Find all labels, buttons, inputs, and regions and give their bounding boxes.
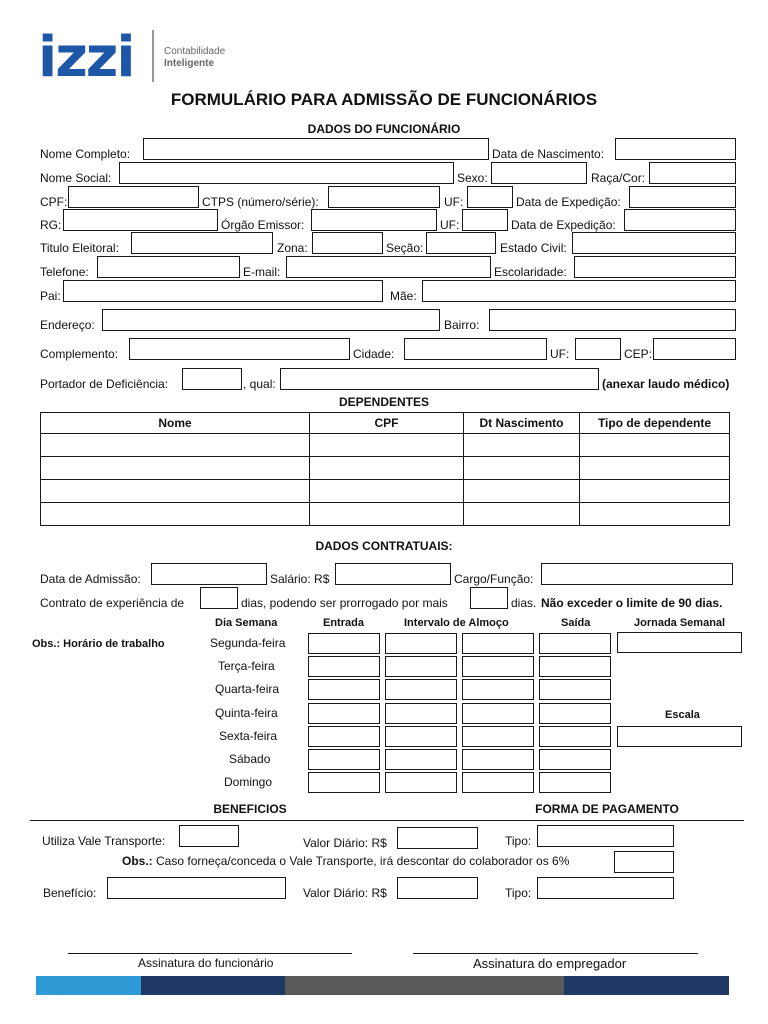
input-complemento[interactable] [129, 338, 350, 360]
schedule-almoco-fim-input[interactable] [462, 726, 534, 747]
schedule-almoco-inicio-input[interactable] [385, 749, 457, 770]
input-sexo[interactable] [491, 162, 587, 184]
header-jornada-semanal: Jornada Semanal [634, 617, 726, 629]
input-secao[interactable] [426, 232, 496, 254]
label-orgao-emissor: Órgão Emissor: [221, 218, 305, 232]
header-dia-semana: Dia Semana [215, 617, 278, 629]
input-telefone[interactable] [97, 256, 240, 278]
input-data-admissao[interactable] [151, 563, 267, 585]
input-valor-diario-vt[interactable] [397, 827, 478, 849]
label-prorrogacao: dias, podendo ser prorrogado por mais [241, 596, 448, 610]
section-benefits: BENEFICIOS [213, 802, 287, 816]
schedule-almoco-inicio-input[interactable] [385, 679, 457, 700]
label-email: E-mail: [243, 265, 281, 279]
label-estado-civil: Estado Civil: [500, 241, 567, 255]
section-employee: DADOS DO FUNCIONÁRIO [307, 122, 461, 136]
label-limite-90: Não exceder o limite de 90 dias. [541, 596, 723, 610]
schedule-almoco-inicio-input[interactable] [385, 656, 457, 677]
input-estado-civil[interactable] [572, 232, 736, 254]
label-obs-horario: Obs.: Horário de trabalho [32, 638, 165, 650]
logo-tagline-line1: Contabilidade [164, 46, 226, 57]
input-salario[interactable] [335, 563, 451, 585]
obs-label: Obs.: [122, 854, 153, 868]
input-dias-experiencia[interactable] [200, 587, 238, 609]
label-data-expedicao-rg: Data de Expedição: [511, 218, 616, 232]
input-beneficio[interactable] [107, 877, 286, 899]
schedule-almoco-fim-input[interactable] [462, 703, 534, 724]
schedule-almoco-inicio-input[interactable] [385, 726, 457, 747]
logo-tagline [164, 46, 225, 70]
label-uf-endereco: UF: [550, 347, 570, 361]
label-cidade: Cidade: [353, 347, 395, 361]
input-bairro[interactable] [489, 309, 736, 331]
cell-tipo[interactable] [580, 503, 730, 526]
footer-bar-light [36, 976, 141, 995]
schedule-almoco-fim-input[interactable] [462, 772, 534, 793]
input-uf-rg[interactable] [462, 209, 508, 231]
cell-nome[interactable] [41, 457, 310, 480]
schedule-saida-input[interactable] [539, 656, 611, 677]
input-valor-diario-beneficio[interactable] [397, 877, 478, 899]
label-portador-deficiencia: Portador de Deficiência: [40, 377, 169, 391]
form-title: FORMULÁRIO PARA ADMISSÃO DE FUNCIONÁRIOS [170, 90, 598, 109]
schedule-saida-input[interactable] [539, 703, 611, 724]
label-qual: , qual: [243, 377, 276, 391]
label-contrato-experiencia: Contrato de experiência de [40, 596, 185, 610]
schedule-almoco-fim-input[interactable] [462, 656, 534, 677]
header-entrada: Entrada [323, 617, 364, 629]
table-row [41, 480, 730, 503]
schedule-entrada-input[interactable] [308, 703, 380, 724]
label-bairro: Bairro: [444, 318, 480, 332]
input-qual[interactable] [280, 368, 599, 390]
dependents-header-row [41, 413, 730, 434]
footer-bar-gray [285, 976, 564, 995]
input-cargo-funcao[interactable] [541, 563, 733, 585]
logo-tagline-line2: Inteligente [164, 58, 215, 69]
label-data-nascimento: Data de Nascimento: [492, 147, 605, 161]
input-jornada-semanal[interactable] [617, 632, 742, 653]
label-assinatura-empregador: Assinatura do empregador [473, 956, 627, 971]
input-cpf[interactable] [68, 186, 199, 208]
schedule-entrada-input[interactable] [308, 772, 380, 793]
input-data-expedicao-ctps[interactable] [629, 186, 736, 208]
input-cep[interactable] [653, 338, 736, 360]
label-cep: CEP: [624, 347, 653, 361]
table-row [41, 503, 730, 526]
schedule-saida-input[interactable] [539, 749, 611, 770]
logo-divider [152, 30, 154, 82]
input-raca-cor[interactable] [649, 162, 736, 184]
schedule-almoco-fim-input[interactable] [462, 749, 534, 770]
input-uf-ctps[interactable] [467, 186, 513, 208]
section-payment: FORMA DE PAGAMENTO [535, 802, 679, 816]
obs-vale-transporte [122, 854, 569, 868]
label-anexar-laudo: (anexar laudo médico) [602, 377, 730, 391]
cell-cpf[interactable] [310, 503, 464, 526]
label-secao: Seção: [386, 241, 424, 255]
signature-line-funcionario [68, 953, 352, 954]
label-escala: Escala [665, 709, 700, 721]
input-nome-social[interactable] [119, 162, 454, 184]
schedule-almoco-inicio-input[interactable] [385, 633, 457, 654]
input-endereco[interactable] [102, 309, 440, 331]
schedule-almoco-inicio-input[interactable] [385, 772, 457, 793]
schedule-saida-input[interactable] [539, 633, 611, 654]
schedule-entrada-input[interactable] [308, 633, 380, 654]
day-label: Sábado [229, 752, 271, 766]
input-ctps[interactable] [328, 186, 440, 208]
label-dias: dias. [511, 596, 537, 610]
cell-tipo[interactable] [580, 434, 730, 457]
schedule-saida-input[interactable] [539, 772, 611, 793]
input-dias-prorrogacao[interactable] [470, 587, 508, 609]
input-uf-endereco[interactable] [575, 338, 621, 360]
input-data-nascimento[interactable] [615, 138, 736, 160]
col-tipo-dependente: Tipo de dependente [580, 413, 730, 434]
cell-dt-nascimento[interactable] [464, 503, 580, 526]
cell-dt-nascimento[interactable] [464, 434, 580, 457]
schedule-almoco-fim-input[interactable] [462, 633, 534, 654]
label-mae: Mãe: [390, 289, 417, 303]
header-intervalo-almoco: Intervalo de Almoço [404, 617, 509, 629]
input-nome-completo[interactable] [143, 138, 489, 160]
label-beneficio: Benefício: [43, 886, 97, 900]
label-endereco: Endereço: [40, 318, 95, 332]
input-tipo-beneficio[interactable] [537, 877, 674, 899]
label-titulo-eleitoral: Titulo Eleitoral: [40, 241, 119, 255]
input-vale-transporte[interactable] [179, 825, 239, 847]
col-nome: Nome [41, 413, 310, 434]
input-tipo-vt[interactable] [537, 825, 674, 847]
dependents-table [40, 412, 730, 526]
obs-text: Caso forneça/conceda o Vale Transporte, irá descontar do colaborador os 6% [156, 854, 570, 868]
day-label: Segunda-feira [210, 636, 286, 650]
table-row [41, 457, 730, 480]
input-portador-deficiencia[interactable] [182, 368, 242, 390]
label-nome-social: Nome Social: [40, 171, 112, 185]
label-data-admissao: Data de Admissão: [40, 572, 141, 586]
input-data-expedicao-rg[interactable] [624, 209, 736, 231]
label-complemento: Complemento: [40, 347, 119, 361]
footer-bar-navy-1 [141, 976, 285, 995]
label-raca-cor: Raça/Cor: [591, 171, 646, 185]
input-orgao-emissor[interactable] [311, 209, 437, 231]
input-zona[interactable] [312, 232, 383, 254]
label-telefone: Telefone: [40, 265, 89, 279]
day-label: Sexta-feira [219, 729, 278, 743]
day-label: Quarta-feira [215, 682, 280, 696]
section-divider [30, 820, 744, 821]
label-rg: RG: [40, 218, 62, 232]
schedule-almoco-inicio-input[interactable] [385, 703, 457, 724]
schedule-almoco-fim-input[interactable] [462, 679, 534, 700]
section-dependents: DEPENDENTES [338, 395, 430, 409]
label-valor-diario-beneficio: Valor Diário: R$ [303, 886, 387, 900]
cell-dt-nascimento[interactable] [464, 480, 580, 503]
schedule-saida-input[interactable] [539, 726, 611, 747]
label-escolaridade: Escolaridade: [494, 265, 567, 279]
cell-dt-nascimento[interactable] [464, 457, 580, 480]
label-salario: Salário: R$ [270, 572, 330, 586]
schedule-entrada-input[interactable] [308, 749, 380, 770]
input-pai[interactable] [63, 280, 383, 302]
label-nome-completo: Nome Completo: [40, 147, 131, 161]
cell-cpf[interactable] [310, 480, 464, 503]
cell-tipo[interactable] [580, 480, 730, 503]
cell-tipo[interactable] [580, 457, 730, 480]
header-saida: Saída [561, 617, 591, 629]
label-cargo-funcao: Cargo/Função: [454, 572, 534, 586]
table-row [41, 434, 730, 457]
section-contract: DADOS CONTRATUAIS: [315, 539, 453, 553]
label-tipo-beneficio: Tipo: [505, 886, 532, 900]
label-uf-rg: UF: [440, 218, 460, 232]
schedule-entrada-input[interactable] [308, 679, 380, 700]
day-label: Quinta-feira [215, 706, 278, 720]
schedule-saida-input[interactable] [539, 679, 611, 700]
label-data-expedicao-ctps: Data de Expedição: [516, 195, 621, 209]
cell-nome[interactable] [41, 434, 310, 457]
label-valor-diario-vt: Valor Diário: R$ [303, 836, 387, 850]
input-escolaridade[interactable] [574, 256, 736, 278]
signature-line-empregador [413, 953, 698, 954]
col-cpf: CPF [310, 413, 464, 434]
cell-cpf[interactable] [310, 434, 464, 457]
label-assinatura-funcionario: Assinatura do funcionário [138, 956, 274, 970]
cell-nome[interactable] [41, 503, 310, 526]
cell-cpf[interactable] [310, 457, 464, 480]
input-mae[interactable] [422, 280, 736, 302]
input-escala[interactable] [617, 726, 742, 747]
cell-nome[interactable] [41, 480, 310, 503]
input-cidade[interactable] [404, 338, 547, 360]
footer-bar-navy-2 [564, 976, 729, 995]
schedule-entrada-input[interactable] [308, 726, 380, 747]
label-tipo-vt: Tipo: [505, 834, 532, 848]
label-pai: Pai: [40, 289, 61, 303]
input-percentual[interactable] [614, 851, 674, 873]
day-label: Terça-feira [218, 659, 275, 673]
label-zona: Zona: [277, 241, 308, 255]
label-ctps: CTPS (número/série): [202, 195, 319, 209]
izzi-logo: izzi [38, 25, 134, 90]
col-dt-nascimento: Dt Nascimento [464, 413, 580, 434]
label-vale-transporte: Utiliza Vale Transporte: [42, 834, 166, 848]
schedule-entrada-input[interactable] [308, 656, 380, 677]
label-sexo: Sexo: [457, 171, 488, 185]
day-label: Domingo [224, 775, 273, 789]
input-titulo-eleitoral[interactable] [131, 232, 273, 254]
label-cpf: CPF: [40, 195, 68, 209]
input-rg[interactable] [63, 209, 218, 231]
label-uf-ctps: UF: [444, 195, 464, 209]
input-email[interactable] [286, 256, 491, 278]
